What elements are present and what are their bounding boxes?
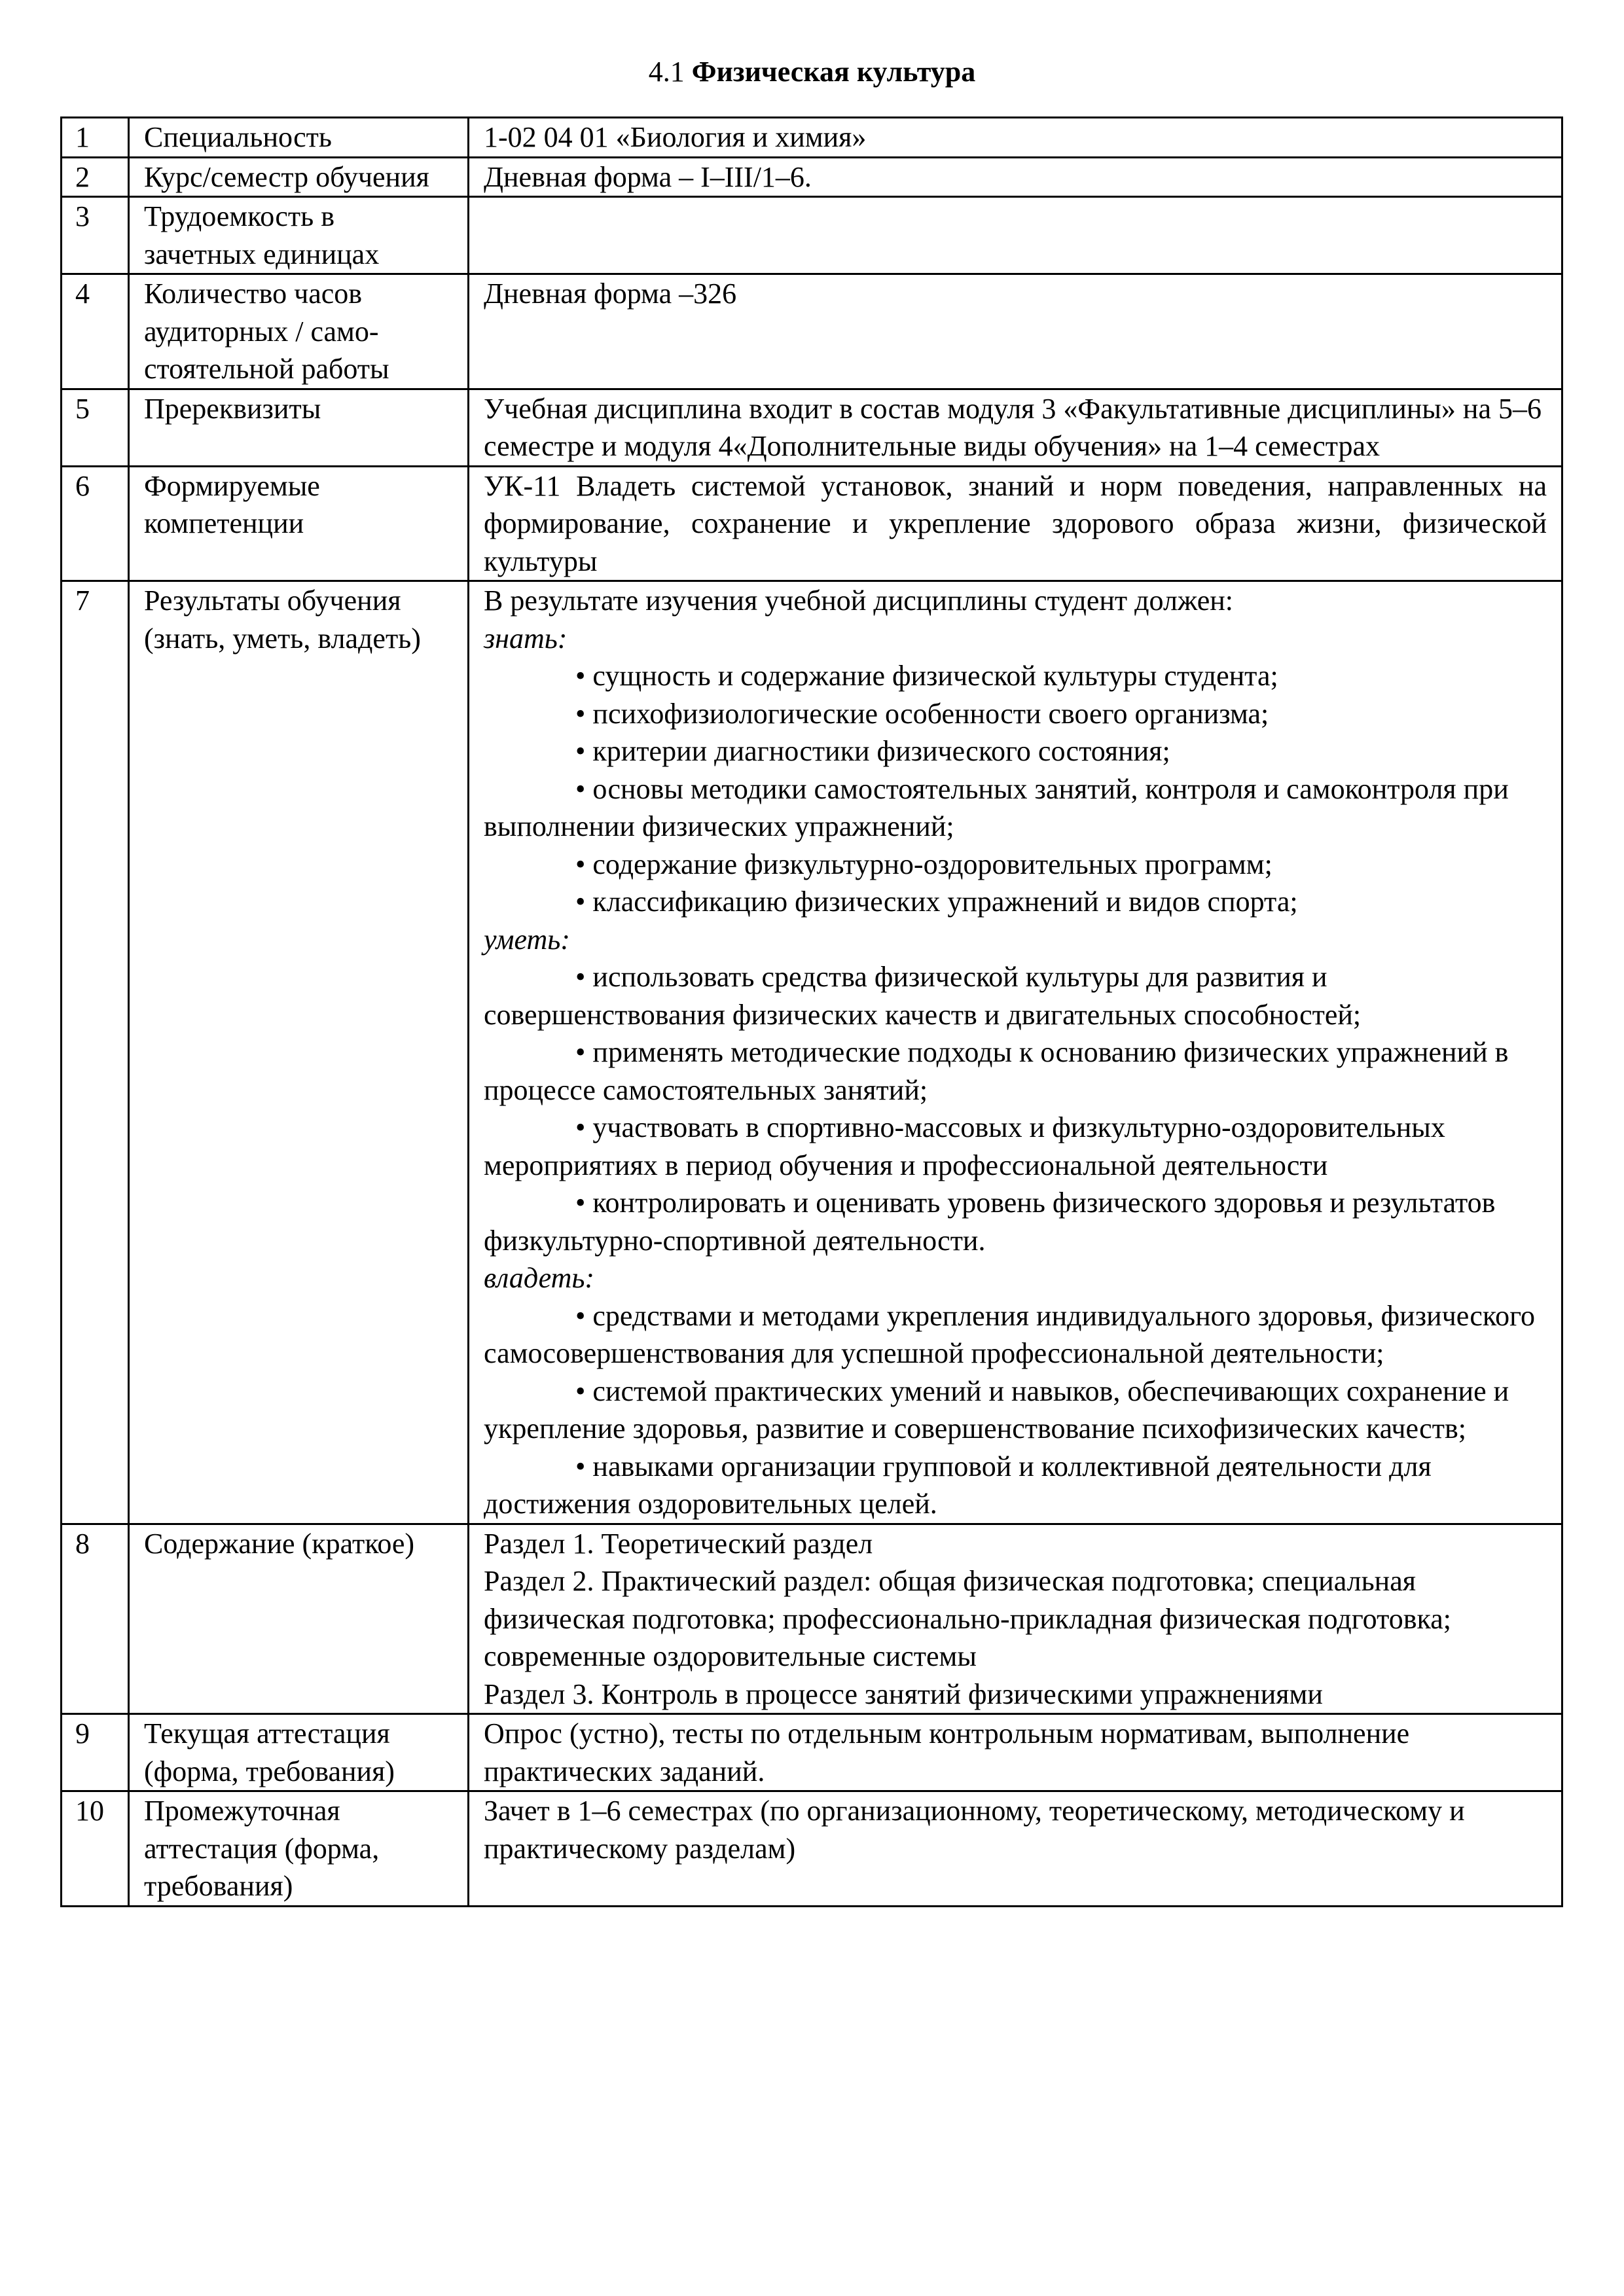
row-label: Количество часов аудиторных / само-стоятельной работы bbox=[129, 274, 469, 389]
outcomes-heading-can: уметь: bbox=[484, 923, 570, 956]
list-item: • участвовать в спортивно-массовых и физкультурно-оздоровительных мероприятиях в период обучения и профессиональной деятельности bbox=[484, 1111, 1445, 1181]
list-item: • системой практических умений и навыков, обеспечивающих сохранение и укрепление здоровья, развитие и совершенствование психофизических качеств; bbox=[484, 1374, 1509, 1444]
table-row bbox=[62, 157, 1562, 197]
row-label: Формируемые компетенции bbox=[129, 466, 469, 581]
row-number: 8 bbox=[62, 1524, 129, 1714]
content-section: Раздел 1. Теоретический раздел bbox=[484, 1527, 873, 1560]
row-label: Трудоемкость в зачетных единицах bbox=[129, 197, 469, 274]
row-value bbox=[469, 197, 1562, 274]
row-label: Специальность bbox=[129, 118, 469, 158]
row-label: Курс/семестр обучения bbox=[129, 157, 469, 197]
row-number: 3 bbox=[62, 197, 129, 274]
row-value: 1-02 04 01 «Биология и химия» bbox=[469, 118, 1562, 158]
row-number: 1 bbox=[62, 118, 129, 158]
outcomes-heading-master: владеть: bbox=[484, 1262, 595, 1294]
table-row bbox=[62, 466, 1562, 581]
row-value: Дневная форма –326 bbox=[469, 274, 1562, 389]
table-row bbox=[62, 197, 1562, 274]
list-item: • средствами и методами укрепления индивидуального здоровья, физического самосовершенствования для успешной профессиональной деятельности; bbox=[484, 1299, 1536, 1369]
outcomes-intro: В результате изучения учебной дисциплины студент должен: bbox=[484, 584, 1234, 617]
row-label: Пререквизиты bbox=[129, 389, 469, 466]
course-content bbox=[469, 1524, 1562, 1714]
row-value: УК-11 Владеть системой установок, знаний и норм поведения, направленных на формирование, сохранение и укрепление здорового образа жизни, физической культуры bbox=[469, 466, 1562, 581]
row-number: 7 bbox=[62, 581, 129, 1524]
table-row bbox=[62, 1714, 1562, 1791]
row-number: 9 bbox=[62, 1714, 129, 1791]
table-row bbox=[62, 581, 1562, 1524]
list-item: • сущность и содержание физической культуры студента; bbox=[575, 660, 1278, 692]
row-value: Опрос (устно), тесты по отдельным контрольным нормативам, выполнение практических заданий. bbox=[469, 1714, 1562, 1791]
row-label: Содержание (краткое) bbox=[129, 1524, 469, 1714]
content-section: Раздел 2. Практический раздел: общая физическая подготовка; специальная физическая подготовка; профессионально-прикладная физическая подготовка; современные оздоровительные системы bbox=[484, 1565, 1451, 1672]
row-value: Дневная форма – I–III/1–6. bbox=[469, 157, 1562, 197]
outcomes-heading-know: знать: bbox=[484, 622, 568, 655]
list-item: • основы методики самостоятельных занятий, контроля и самоконтроля при выполнении физических упражнений; bbox=[484, 772, 1509, 842]
row-value: Зачет в 1–6 семестрах (по организационному, теоретическому, методическому и практическому разделам) bbox=[469, 1791, 1562, 1907]
table-row bbox=[62, 389, 1562, 466]
row-label: Текущая аттестация (форма, требования) bbox=[129, 1714, 469, 1791]
course-description-table bbox=[60, 117, 1563, 1907]
row-number: 5 bbox=[62, 389, 129, 466]
list-item: • контролировать и оценивать уровень физического здоровья и результатов физкультурно-спортивной деятельности. bbox=[484, 1187, 1496, 1257]
row-label: Результаты обучения (знать, уметь, владеть) bbox=[129, 581, 469, 1524]
list-item: • критерии диагностики физического состояния; bbox=[575, 735, 1170, 767]
list-item: • психофизиологические особенности своего организма; bbox=[575, 697, 1269, 730]
row-number: 6 bbox=[62, 466, 129, 581]
list-item: • навыками организации групповой и коллективной деятельности для достижения оздоровительных целей. bbox=[484, 1450, 1432, 1520]
table-row bbox=[62, 118, 1562, 158]
row-number: 10 bbox=[62, 1791, 129, 1907]
row-label: Промежуточная аттестация (форма, требования) bbox=[129, 1791, 469, 1907]
section-title: Физическая культура bbox=[691, 56, 976, 88]
list-item: • использовать средства физической культуры для развития и совершенствования физических качеств и двигательных способностей; bbox=[484, 961, 1362, 1031]
section-number: 4.1 bbox=[648, 56, 685, 88]
row-number: 4 bbox=[62, 274, 129, 389]
table-row bbox=[62, 1791, 1562, 1907]
learning-outcomes bbox=[469, 581, 1562, 1524]
table-row bbox=[62, 1524, 1562, 1714]
row-number: 2 bbox=[62, 157, 129, 197]
document-title bbox=[0, 54, 1624, 90]
table-row bbox=[62, 274, 1562, 389]
list-item: • классификацию физических упражнений и видов спорта; bbox=[575, 886, 1298, 918]
list-item: • содержание физкультурно-оздоровительных программ; bbox=[575, 848, 1272, 880]
row-value: Учебная дисциплина входит в состав модуля 3 «Факультативные дисциплины» на 5–6 семестре и модуля 4«Дополнительные виды обучения» на 1–4 семестрах bbox=[469, 389, 1562, 466]
list-item: • применять методические подходы к основанию физических упражнений в процессе самостоятельных занятий; bbox=[484, 1036, 1509, 1106]
content-section: Раздел 3. Контроль в процессе занятий физическими упражнениями bbox=[484, 1677, 1323, 1710]
